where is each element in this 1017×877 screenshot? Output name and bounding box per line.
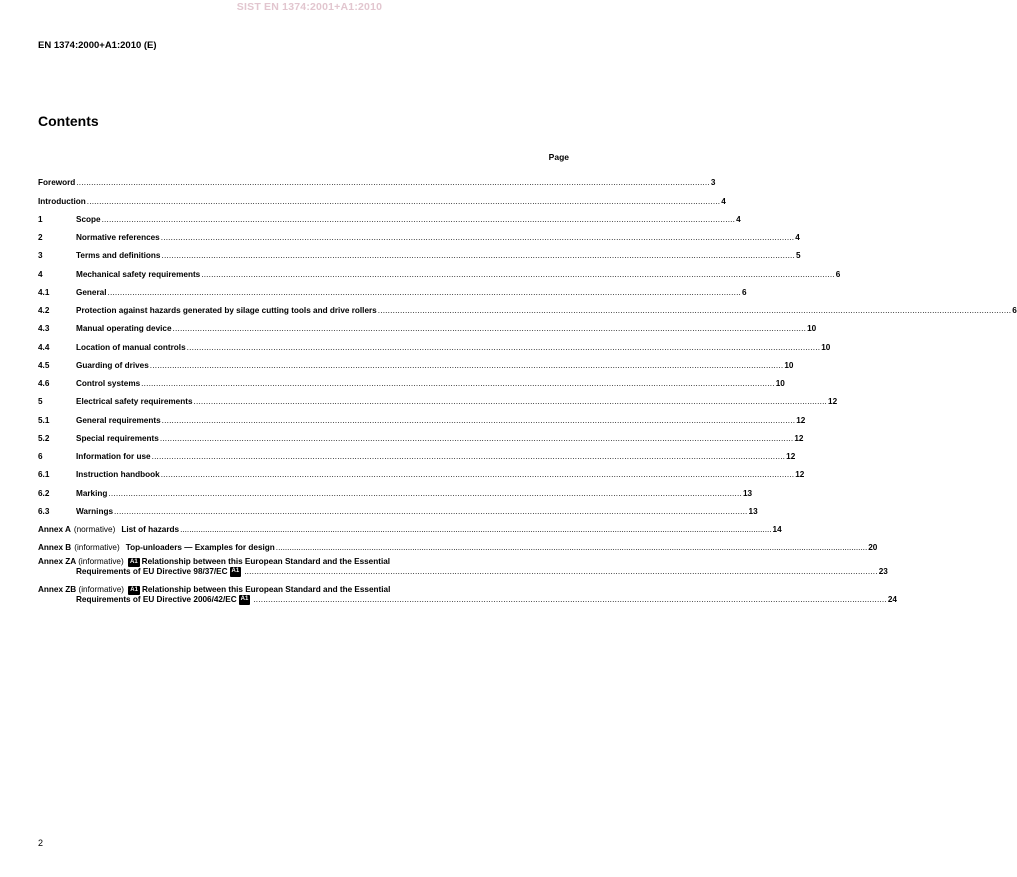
- annex-name: Annex A: [38, 525, 71, 534]
- annex-za-title-line2: Requirements of EU Directive 98/37/EC: [76, 567, 228, 577]
- toc-entry-page: 12: [794, 433, 804, 443]
- annex-za-page: 23: [878, 567, 888, 577]
- leader-dots: [114, 507, 748, 517]
- toc-entry-page: 10: [775, 379, 785, 388]
- toc-entry-label: Normative references: [76, 233, 160, 242]
- table-of-contents: [38, 170, 1017, 609]
- toc-entry-page: 6: [1012, 306, 1017, 315]
- toc-entry[interactable]: [38, 316, 817, 334]
- toc-entry-number: 4.6: [38, 379, 50, 388]
- leader-dots: [108, 489, 742, 499]
- amendment-start-mark: A1: [130, 586, 138, 593]
- toc-entry-label: General: [76, 287, 107, 297]
- toc-entry-page: 5: [796, 251, 801, 261]
- toc-entry-number: 6.1: [38, 470, 50, 480]
- leader-dots: [161, 251, 795, 261]
- toc-entry-number: 6.3: [38, 506, 50, 516]
- toc-entry-label: Special requirements: [76, 433, 159, 443]
- toc-entry-number: 4.2: [38, 306, 50, 315]
- toc-entry[interactable]: [38, 280, 747, 298]
- annex-page: 20: [868, 543, 878, 553]
- leader-dots: [201, 270, 835, 280]
- annex-zb-name: Annex ZB: [38, 585, 77, 595]
- toc-entry-page: 13: [748, 506, 758, 516]
- toc-entry-page: 6: [835, 269, 841, 279]
- toc-entry-page: 4: [721, 196, 726, 206]
- annex-zb-title-line1: Relationship between this European Standard and the Essential: [141, 585, 391, 595]
- watermark: SIST EN 1374:2001+A1:2010: [236, 1, 383, 13]
- page-title: Contents: [38, 113, 99, 129]
- leader-dots: [161, 233, 795, 243]
- annex-type: (informative): [74, 543, 120, 553]
- toc-entry[interactable]: [38, 426, 804, 444]
- leader-dots: [244, 567, 878, 577]
- toc-entry-number: 6.2: [38, 488, 50, 498]
- annex-name: Annex B: [38, 543, 72, 553]
- toc-entry[interactable]: [38, 188, 726, 206]
- toc-entry-label: Manual operating device: [76, 324, 172, 334]
- toc-entry[interactable]: [38, 499, 758, 517]
- leader-dots: [108, 288, 742, 298]
- toc-entry-label: Terms and definitions: [76, 251, 161, 261]
- toc-entry-label: Marking: [76, 488, 108, 498]
- toc-entry-label: Information for use: [76, 452, 151, 461]
- toc-entry[interactable]: [38, 207, 741, 225]
- toc-entry-number: 5: [38, 397, 43, 407]
- toc-entry-number: 1: [38, 214, 43, 224]
- toc-entry-page: 10: [821, 342, 831, 352]
- leader-dots: [187, 343, 821, 353]
- toc-entry[interactable]: [38, 170, 716, 188]
- annex-zb-type: (informative): [78, 585, 124, 595]
- annex-title: List of hazards: [121, 525, 180, 534]
- leader-dots: [378, 306, 1012, 316]
- leader-dots: ....................................................................................................................................................................................................................................................................: [275, 543, 868, 553]
- toc-entry-page: 13: [742, 488, 753, 498]
- toc-entry-number: 4: [38, 269, 43, 279]
- annex-za-title-line1: Relationship between this European Standard and the Essential: [141, 557, 391, 567]
- toc-entry[interactable]: [38, 298, 1017, 316]
- toc-entry[interactable]: [38, 261, 841, 279]
- leader-dots: [253, 595, 887, 605]
- annex-zb-page: 24: [887, 595, 897, 605]
- toc-entry-number: 5.2: [38, 433, 50, 443]
- annex-za-name: Annex ZA: [38, 557, 76, 567]
- toc-entry-number: 3: [38, 251, 43, 261]
- toc-entry[interactable]: [38, 444, 796, 462]
- leader-dots: [161, 470, 795, 480]
- toc-entry-page: 12: [786, 452, 796, 461]
- leader-dots: [194, 397, 828, 407]
- toc-entry-number: 6: [38, 452, 43, 461]
- leader-dots: [160, 434, 794, 444]
- leader-dots: [152, 452, 786, 462]
- toc-entry-number: 4.4: [38, 342, 50, 352]
- toc-entry-label: General requirements: [76, 415, 161, 425]
- leader-dots: [102, 215, 736, 225]
- toc-entry[interactable]: [38, 334, 831, 352]
- toc-entry-label: Location of manual controls: [76, 342, 186, 352]
- annex-title: Top-unloaders — Examples for design: [125, 543, 275, 553]
- page-column-label: Page: [548, 152, 569, 162]
- toc-entry-label: Scope: [76, 214, 101, 224]
- toc-entry-page: 12: [828, 397, 838, 407]
- leader-dots: [87, 197, 721, 207]
- annex-type: (normative): [73, 525, 116, 534]
- toc-entry-page: 6: [742, 287, 747, 297]
- toc-entry-label: Warnings: [76, 506, 113, 516]
- leader-dots: [162, 416, 796, 426]
- toc-entry-label: Control systems: [76, 379, 141, 388]
- page-number: 2: [38, 838, 44, 848]
- toc-entry-page: 12: [795, 470, 805, 480]
- document-header: EN 1374:2000+A1:2010 (E): [38, 40, 157, 51]
- amendment-start-mark: A1: [129, 558, 138, 565]
- leader-dots: [173, 324, 807, 334]
- toc-annex-entry[interactable]: [38, 517, 782, 535]
- toc-entry[interactable]: [38, 389, 838, 407]
- toc-entry-number: 4.5: [38, 360, 50, 370]
- toc-annex-za[interactable]: [38, 557, 888, 581]
- toc-entry-page: 4: [736, 214, 741, 224]
- toc-entry-page: 10: [784, 360, 794, 370]
- toc-entry-page: 4: [795, 233, 800, 242]
- leader-dots: ....................................................................................................................................................................................................................................................................: [180, 525, 772, 534]
- toc-annex-zb[interactable]: [38, 585, 897, 609]
- toc-entry-page: 3: [710, 178, 716, 188]
- toc-entry-label: Mechanical safety requirements: [76, 269, 201, 279]
- toc-entry-number: 4.3: [38, 324, 50, 334]
- toc-entry-label: Electrical safety requirements: [76, 397, 193, 407]
- toc-annex-entry[interactable]: [38, 535, 878, 553]
- toc-entry-page: 10: [807, 324, 817, 334]
- toc-entry-page: 12: [796, 415, 806, 425]
- toc-entry-number: 5.1: [38, 415, 50, 425]
- toc-entry[interactable]: [38, 353, 794, 371]
- toc-entry-label: Protection against hazards generated by silage cutting tools and drive rollers: [76, 306, 377, 315]
- toc-entry-label: Guarding of drives: [76, 360, 149, 370]
- toc-entry[interactable]: [38, 462, 805, 480]
- toc-entry-label: Introduction: [38, 196, 86, 206]
- annex-za-type: (informative): [78, 557, 124, 567]
- toc-entry-number: 4.1: [38, 287, 50, 297]
- toc-entry-label: Foreword: [38, 178, 76, 188]
- toc-entry[interactable]: [38, 407, 806, 425]
- toc-entry-label: Instruction handbook: [76, 470, 160, 480]
- toc-entry-number: 2: [38, 233, 43, 242]
- leader-dots: [150, 361, 784, 371]
- annex-page: 14: [772, 525, 782, 534]
- annex-zb-title-line2: Requirements of EU Directive 2006/42/EC: [76, 595, 237, 605]
- toc-entry[interactable]: [38, 225, 800, 243]
- toc-entry[interactable]: [38, 371, 785, 389]
- leader-dots: [141, 379, 775, 389]
- toc-entry[interactable]: [38, 243, 801, 261]
- amendment-end-mark: A1: [230, 567, 242, 577]
- amendment-end-mark: A1: [239, 595, 251, 605]
- toc-entry[interactable]: [38, 480, 753, 498]
- leader-dots: [76, 178, 710, 188]
